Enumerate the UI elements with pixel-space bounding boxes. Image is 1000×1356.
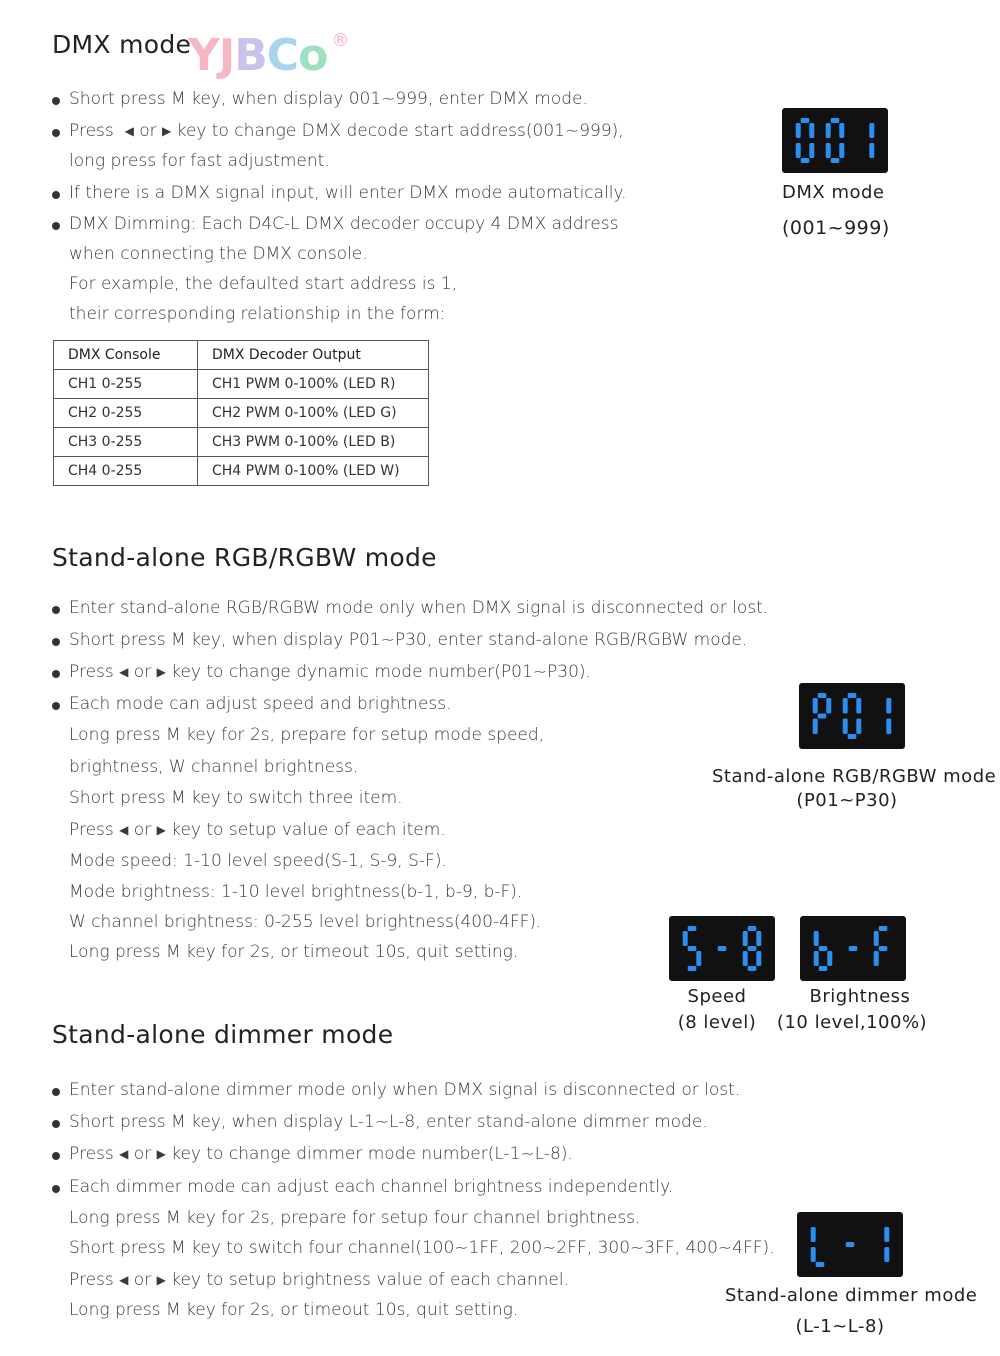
segment-e — [843, 719, 848, 735]
segment-b — [839, 123, 844, 138]
segment-d — [831, 158, 840, 163]
rgb-cont-7: W channel brightness: 0-255 level brightness(400-4FF). — [69, 912, 542, 932]
display-caption-speed: Speed — [687, 986, 747, 1007]
segment-e — [826, 143, 831, 158]
segment-d — [688, 966, 697, 971]
segment-e — [814, 951, 819, 966]
dimmer-bullet-1: Enter stand-alone dimmer mode only when DMX signal is disconnected or lost. — [69, 1080, 741, 1100]
dimmer-bullet-4: Each dimmer mode can adjust each channel brightness independently. — [69, 1177, 674, 1197]
segment-d — [819, 966, 828, 971]
seven-segment-svg — [797, 1212, 903, 1277]
bullet-icon — [52, 1185, 60, 1193]
segment-display-rgb — [799, 683, 905, 749]
table-header-row — [54, 341, 429, 370]
table-cell: CH2 0-255 — [54, 399, 198, 428]
bullet-icon — [52, 222, 60, 230]
bullet-icon — [52, 129, 60, 137]
table-row — [54, 370, 429, 399]
segment-d — [816, 1262, 825, 1267]
display-range-dmx: (001~999) — [782, 217, 890, 239]
rgb-bullet-2: Short press M key, when display P01~P30, enter stand-alone RGB/RGBW mode. — [69, 630, 748, 650]
segment-e — [796, 143, 801, 158]
segment-d — [801, 158, 810, 163]
brand-logo: YJBCo ® — [188, 30, 349, 81]
segment-f — [826, 123, 831, 138]
rgb-cont-6: Mode brightness: 1-10 level brightness(b-1, b-9, b-F). — [69, 882, 523, 902]
left-triangle-icon: ◀ — [119, 1147, 129, 1161]
segment-e — [813, 719, 818, 735]
segment-e — [743, 951, 748, 966]
segment-b — [826, 698, 831, 714]
rgb-cont-5: Mode speed: 1-10 level speed(S-1, S-9, S-F). — [69, 851, 447, 871]
rgb-bullet-1: Enter stand-alone RGB/RGBW mode only when DMX signal is disconnected or lost. — [69, 598, 769, 618]
dmx-mapping-table — [53, 340, 429, 486]
display-caption-rgb: Stand-alone RGB/RGBW mode — [712, 766, 997, 787]
dimmer-cont-3: Press ◀ or ▶ key to setup brightness value of each channel. — [69, 1270, 570, 1290]
segment-f — [811, 1227, 816, 1242]
left-triangle-icon: ◀ — [124, 124, 134, 138]
segment-b — [886, 698, 891, 714]
segment-display-speed — [669, 916, 775, 981]
segment-c — [756, 951, 761, 966]
table-row — [54, 399, 429, 428]
display-caption-brightness: Brightness — [809, 986, 911, 1007]
rgb-cont-1: Long press M key for 2s, prepare for setup mode speed, — [69, 725, 545, 745]
segment-a — [688, 926, 697, 931]
right-triangle-icon: ▶ — [156, 665, 166, 679]
table-cell: CH3 PWM 0-100% (LED B) — [198, 428, 429, 457]
segment-a — [831, 118, 840, 123]
segment-b — [869, 123, 874, 138]
segment-a — [818, 693, 827, 698]
bullet-icon — [52, 97, 60, 105]
segment-f — [743, 931, 748, 946]
table-header: DMX Decoder Output — [198, 341, 429, 370]
bullet-icon — [52, 1088, 60, 1096]
segment-c — [884, 1247, 889, 1262]
bullet-icon — [52, 1120, 60, 1128]
table-row — [54, 457, 429, 486]
segment-c — [827, 951, 832, 966]
segment-f — [796, 123, 801, 138]
bullet-icon — [52, 606, 60, 614]
dmx-bullet-3: If there is a DMX signal input, will enter DMX mode automatically. — [69, 183, 627, 203]
display-range-speed: (8 level) — [677, 1012, 757, 1033]
seven-segment-svg — [669, 916, 775, 981]
segment-b — [809, 123, 814, 138]
dmx-cont-2: when connecting the DMX console. — [69, 244, 368, 264]
dimmer-cont-4: Long press M key for 2s, or timeout 10s, quit setting. — [69, 1300, 519, 1320]
segment-c — [696, 951, 701, 966]
dimmer-cont-1: Long press M key for 2s, prepare for setup four channel brightness. — [69, 1208, 641, 1228]
bullet-icon — [52, 1152, 60, 1160]
rgb-cont-2: brightness, W channel brightness. — [69, 757, 359, 777]
right-triangle-icon: ▶ — [156, 1273, 166, 1287]
seven-segment-svg — [800, 916, 906, 981]
segment-f — [814, 931, 819, 946]
table-row — [54, 428, 429, 457]
segment-d — [748, 966, 757, 971]
segment-g — [748, 946, 757, 951]
table-cell: CH4 PWM 0-100% (LED W) — [198, 457, 429, 486]
table-cell: CH1 0-255 — [54, 370, 198, 399]
dimmer-bullet-3: Press ◀ or ▶ key to change dimmer mode number(L-1~L-8). — [69, 1144, 573, 1164]
display-caption-dmx: DMX mode — [782, 182, 885, 203]
rgb-cont-8: Long press M key for 2s, or timeout 10s, quit setting. — [69, 942, 519, 962]
rgb-bullet-4: Each mode can adjust speed and brightness. — [69, 694, 452, 714]
segment-f — [874, 931, 879, 946]
dmx-cont-1: long press for fast adjustment. — [69, 151, 330, 171]
seven-segment-svg — [782, 108, 888, 173]
segment-display-dimmer — [797, 1212, 903, 1277]
dmx-cont-4: their corresponding relationship in the form: — [69, 304, 446, 324]
display-range-dimmer: (L-1~L-8) — [795, 1316, 885, 1337]
rgb-cont-3: Short press M key to switch three item. — [69, 788, 403, 808]
section-title-dmx: DMX mode — [52, 30, 192, 59]
segment-e — [811, 1247, 816, 1262]
section-title-dimmer: Stand-alone dimmer mode — [52, 1020, 394, 1049]
table-cell: CH2 PWM 0-100% (LED G) — [198, 399, 429, 428]
left-triangle-icon: ◀ — [119, 1273, 129, 1287]
dimmer-cont-2: Short press M key to switch four channel(100~1FF, 200~2FF, 300~3FF, 400~4FF). — [69, 1238, 775, 1258]
segment-a — [801, 118, 810, 123]
segment-f — [683, 931, 688, 946]
segment-f — [843, 698, 848, 714]
left-triangle-icon: ◀ — [119, 665, 129, 679]
segment-g — [819, 946, 828, 951]
segment-c — [886, 719, 891, 735]
dmx-cont-3: For example, the defaulted start address is 1, — [69, 274, 458, 294]
table-cell: CH1 PWM 0-100% (LED R) — [198, 370, 429, 399]
segment-c — [809, 143, 814, 158]
segment-a — [879, 926, 888, 931]
bullet-icon — [52, 191, 60, 199]
segment-b — [756, 931, 761, 946]
segment-display-brightness — [800, 916, 906, 981]
table-cell: CH3 0-255 — [54, 428, 198, 457]
dmx-bullet-4: DMX Dimming: Each D4C-L DMX decoder occupy 4 DMX address — [69, 214, 619, 234]
dmx-bullet-2: Press ◀ or ▶ key to change DMX decode start address(001~999), — [69, 121, 624, 141]
right-triangle-icon: ▶ — [156, 1147, 166, 1161]
segment-b — [884, 1227, 889, 1242]
segment-g — [846, 1242, 855, 1247]
segment-g — [849, 946, 858, 951]
rgb-bullet-3: Press ◀ or ▶ key to change dynamic mode number(P01~P30). — [69, 662, 591, 682]
table-cell: CH4 0-255 — [54, 457, 198, 486]
bullet-icon — [52, 638, 60, 646]
seven-segment-svg — [799, 683, 905, 749]
segment-c — [839, 143, 844, 158]
display-caption-dimmer: Stand-alone dimmer mode — [725, 1285, 978, 1306]
segment-b — [856, 698, 861, 714]
dimmer-bullet-2: Short press M key, when display L-1~L-8, enter stand-alone dimmer mode. — [69, 1112, 708, 1132]
segment-c — [869, 143, 874, 158]
segment-c — [856, 719, 861, 735]
segment-d — [848, 734, 857, 739]
display-range-brightness: (10 level,100%) — [776, 1012, 928, 1033]
table-header: DMX Console — [54, 341, 198, 370]
segment-display-dmx — [782, 108, 888, 173]
segment-a — [848, 693, 857, 698]
segment-g — [818, 714, 827, 719]
segment-g — [879, 946, 888, 951]
segment-a — [748, 926, 757, 931]
segment-e — [874, 951, 879, 966]
bullet-icon — [52, 702, 60, 710]
dmx-bullet-1: Short press M key, when display 001~999, enter DMX mode. — [69, 89, 588, 109]
display-range-rgb: (P01~P30) — [796, 790, 898, 811]
segment-f — [813, 698, 818, 714]
segment-g — [688, 946, 697, 951]
segment-g — [718, 946, 727, 951]
right-triangle-icon: ▶ — [156, 823, 166, 837]
bullet-icon — [52, 670, 60, 678]
right-triangle-icon: ▶ — [162, 124, 172, 138]
rgb-cont-4: Press ◀ or ▶ key to setup value of each item. — [69, 820, 446, 840]
section-title-rgb: Stand-alone RGB/RGBW mode — [52, 543, 437, 572]
left-triangle-icon: ◀ — [119, 823, 129, 837]
